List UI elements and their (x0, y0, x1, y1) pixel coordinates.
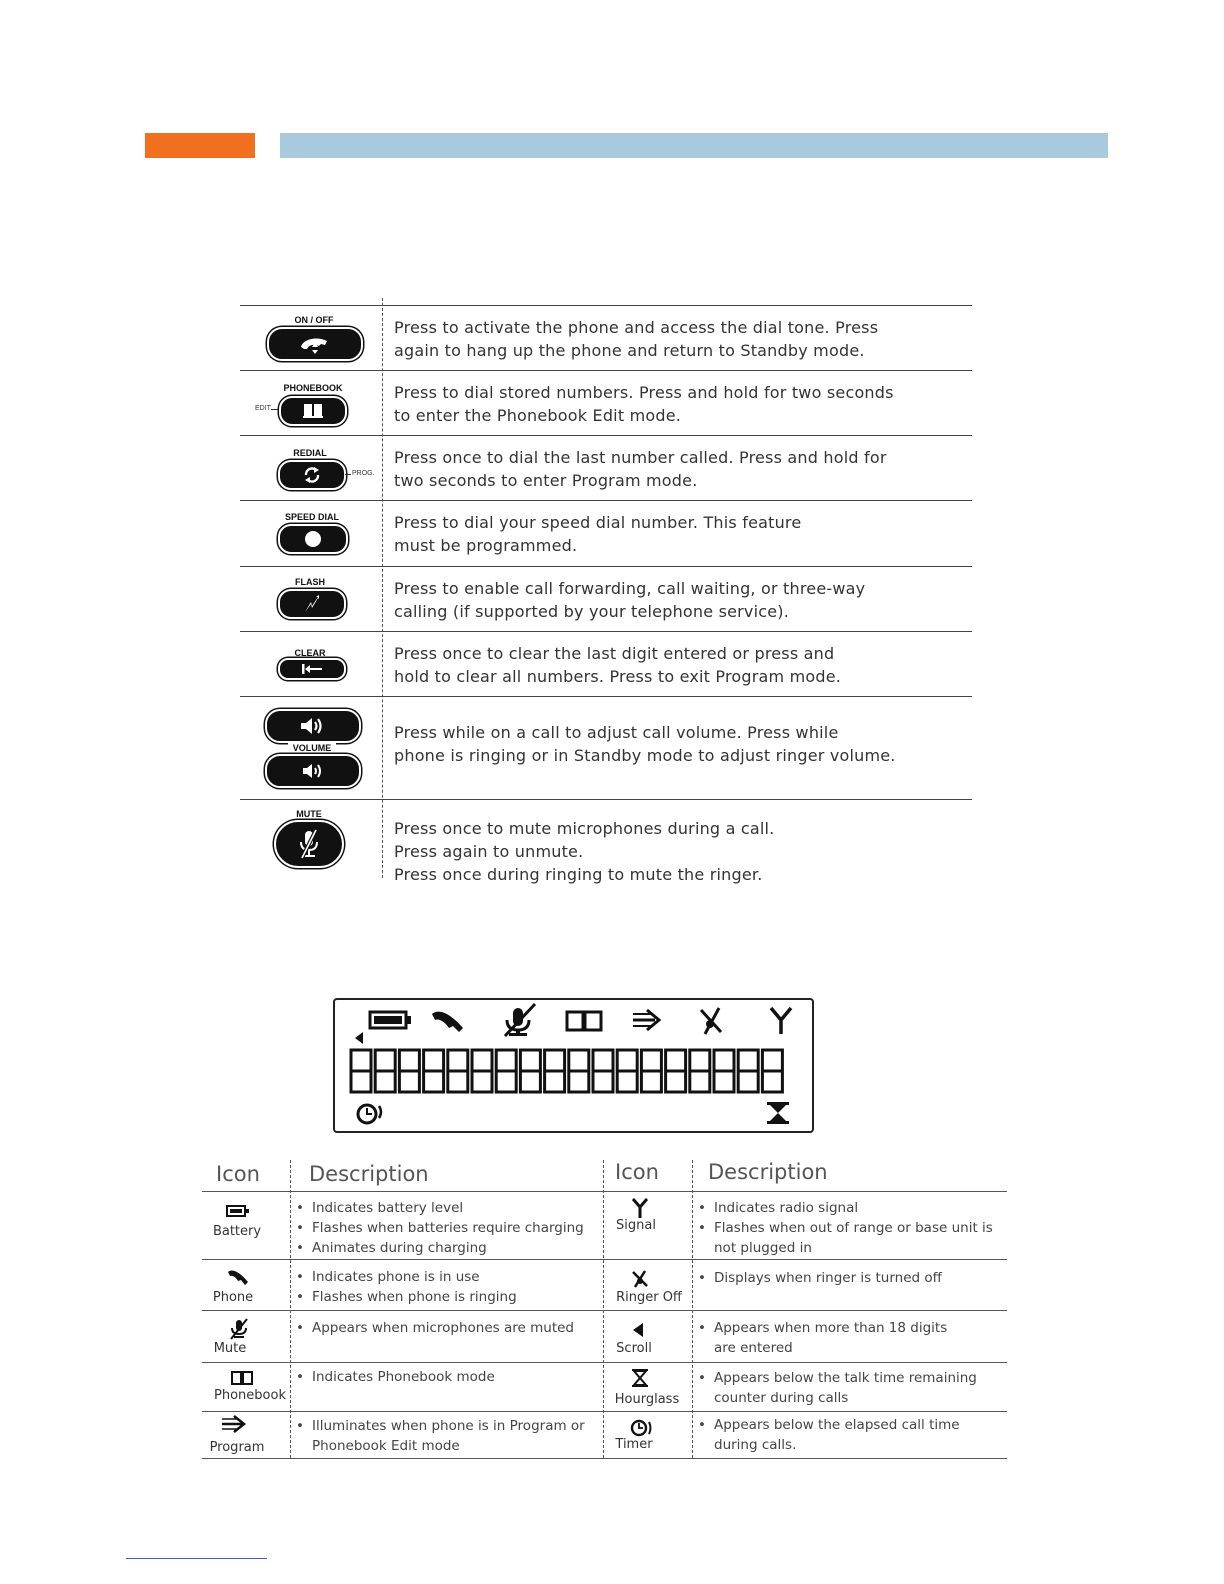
key-desc-line: Press again to unmute. (394, 842, 584, 861)
key-desc-line: Press once to mute microphones during a call. (394, 819, 775, 838)
flash-icon (301, 594, 323, 614)
mic-off-icon (296, 828, 322, 860)
leader-line (345, 474, 351, 475)
key-desc-line: Press to enable call forwarding, call waiting, or three-way (394, 579, 866, 598)
bullet-item: • Displays when ringer is turned off (698, 1268, 942, 1288)
key-label: REDIAL (293, 448, 327, 458)
key-row-phonebook (240, 370, 972, 435)
scroll-icon (355, 1032, 363, 1044)
col-header-description: Description (309, 1162, 429, 1186)
bullet-item: • Illuminates when phone is in Program or (296, 1416, 585, 1436)
row-divider (202, 1458, 1007, 1459)
bullet-item: • Flashes when out of range or base unit is (698, 1218, 993, 1238)
key-label: VOLUME (288, 743, 336, 753)
redial-button[interactable] (278, 460, 346, 490)
speed-dial-button[interactable] (278, 524, 348, 554)
key-desc-line: Press once to clear the last digit entered or press and (394, 644, 835, 663)
key-desc-line: Press while on a call to adjust call volume. Press while (394, 723, 839, 742)
bullet-item: • Flashes when phone is ringing (296, 1287, 517, 1307)
speaker-icon (300, 762, 326, 780)
signal-icon (630, 1197, 650, 1219)
scroll-icon (631, 1322, 645, 1338)
bullet-item: • Appears when microphones are muted (296, 1318, 574, 1338)
ringer-off-icon (701, 1008, 721, 1034)
key-desc-line: calling (if supported by your telephone service). (394, 602, 790, 621)
bullet-item: counter during calls (714, 1390, 849, 1406)
header-accent-bar (145, 133, 255, 158)
key-desc-line: again to hang up the phone and return to Standby mode. (394, 341, 865, 360)
key-desc-line: Press once to dial the last number called. Press and hold for (394, 448, 887, 467)
column-divider (290, 1160, 291, 1458)
row-divider (202, 1362, 1007, 1363)
phonebook-button[interactable] (279, 396, 347, 426)
mute-icon (228, 1318, 250, 1340)
key-label: SPEED DIAL (284, 512, 339, 522)
key-row-redial (240, 435, 972, 500)
speaker-icon (298, 715, 328, 737)
key-label: ON / OFF (294, 315, 334, 325)
bullet-item: • Animates during charging (296, 1238, 584, 1258)
header-title-bar (280, 133, 1108, 158)
bullet-item: Phonebook Edit mode (312, 1438, 460, 1454)
key-desc-line: phone is ringing or in Standby mode to adjust ringer volume. (394, 746, 896, 765)
clear-button[interactable] (278, 658, 346, 680)
volume-up-button[interactable] (265, 709, 361, 743)
key-row-volume (240, 696, 972, 799)
leader-line (271, 409, 279, 410)
col-header-description: Description (708, 1160, 828, 1184)
key-row-onoff (240, 305, 972, 370)
bullet-item: • Indicates radio signal (698, 1198, 993, 1218)
row-divider (202, 1310, 1007, 1311)
row-divider (202, 1191, 1007, 1192)
handset-updown-icon (295, 333, 335, 355)
lcd-digit-row (351, 1050, 782, 1092)
key-desc-line: two seconds to enter Program mode. (394, 471, 698, 490)
bullet-item: • Indicates Phonebook mode (296, 1367, 495, 1387)
key-desc-line: to enter the Phonebook Edit mode. (394, 406, 682, 425)
hourglass-icon (767, 1102, 789, 1124)
timer-icon (630, 1418, 654, 1438)
bullet-item: not plugged in (714, 1240, 812, 1256)
icon-name: Mute (213, 1341, 247, 1356)
icon-name: Signal (616, 1218, 656, 1233)
program-icon (633, 1010, 659, 1030)
ringer-off-icon (630, 1269, 650, 1289)
icon-name: Phone (212, 1290, 254, 1305)
key-row-speed-dial (240, 500, 972, 566)
keys-table (240, 305, 972, 884)
phone-icon (226, 1268, 250, 1286)
key-desc-line: must be programmed. (394, 536, 578, 555)
mute-button[interactable] (274, 820, 344, 868)
icon-name: Battery (212, 1224, 262, 1239)
key-desc-line: Press to activate the phone and access the dial tone. Press (394, 318, 879, 337)
key-label: FLASH (295, 577, 325, 587)
key-desc-line: Press to dial stored numbers. Press and hold for two seconds (394, 383, 894, 402)
key-row-mute (240, 799, 972, 884)
column-divider (603, 1160, 604, 1458)
icon-name: Scroll (616, 1341, 652, 1356)
lcd-graphic (335, 1000, 812, 1131)
bullet-item: • Indicates battery level (296, 1198, 584, 1218)
col-header-icon: Icon (615, 1160, 659, 1184)
onoff-button[interactable] (267, 327, 363, 361)
key-row-flash (240, 566, 972, 631)
mute-icon (505, 1004, 535, 1036)
key-label: PHONEBOOK (283, 383, 343, 393)
icon-name: Phonebook (214, 1388, 286, 1403)
bullet-item: are entered (714, 1340, 793, 1356)
footer-rule (126, 1558, 267, 1559)
row-divider (202, 1259, 1007, 1260)
program-icon (220, 1413, 248, 1435)
icon-name: Program (209, 1440, 265, 1455)
book-icon (302, 403, 324, 419)
backspace-icon (300, 663, 324, 675)
volume-down-button[interactable] (265, 754, 361, 788)
timer-icon (358, 1105, 381, 1123)
row-divider (202, 1411, 1007, 1412)
bullet-item: • Flashes when batteries require charging (296, 1218, 584, 1238)
key-row-clear (240, 631, 972, 696)
icon-name: Ringer Off (616, 1290, 682, 1305)
phonebook-icon (567, 1012, 601, 1030)
flash-button[interactable] (278, 589, 346, 619)
key-label: CLEAR (294, 648, 326, 658)
bullet-item: during calls. (714, 1437, 797, 1453)
bullet-item: • Indicates phone is in use (296, 1267, 517, 1287)
bullet-item: • Appears when more than 18 digits (698, 1318, 947, 1338)
key-side-label: EDIT (255, 405, 271, 412)
hourglass-icon (631, 1368, 649, 1388)
redial-arrows-icon (301, 465, 323, 485)
icon-name: Hourglass (614, 1392, 680, 1407)
key-desc-line: hold to clear all numbers. Press to exit Program mode. (394, 667, 842, 686)
signal-icon (771, 1008, 791, 1034)
phone-icon (432, 1012, 463, 1032)
lcd-display (333, 998, 814, 1133)
key-label: MUTE (296, 809, 322, 819)
bullet-item: • Appears below the talk time remaining (698, 1368, 977, 1388)
battery-icon (370, 1012, 411, 1028)
col-header-icon: Icon (216, 1162, 260, 1186)
bullet-item: • Appears below the elapsed call time (698, 1415, 960, 1435)
icon-name: Timer (615, 1437, 653, 1452)
key-desc-line: Press once during ringing to mute the ringer. (394, 865, 763, 884)
battery-icon (226, 1204, 250, 1218)
phonebook-icon (230, 1370, 254, 1386)
key-desc-line: Press to dial your speed dial number. This feature (394, 513, 802, 532)
key-side-label: PROG. (352, 470, 375, 477)
dot-icon (303, 529, 323, 549)
column-divider (692, 1160, 693, 1458)
